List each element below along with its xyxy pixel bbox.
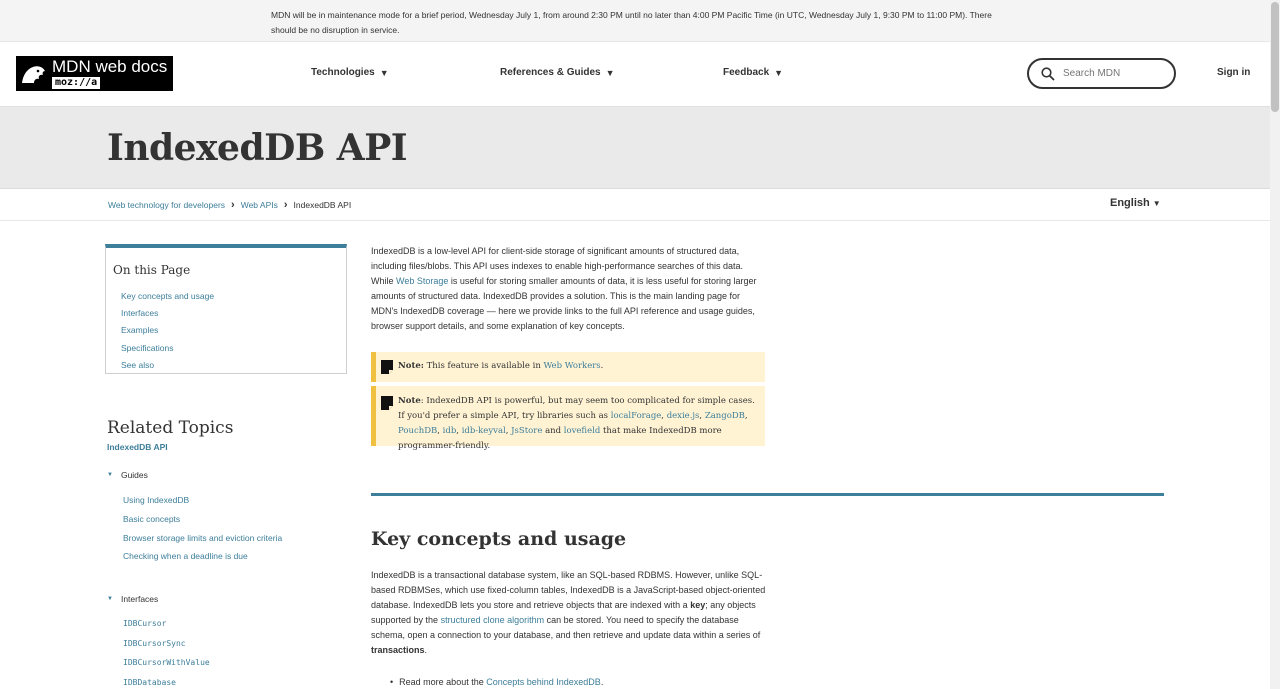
kc-text-part: IndexedDB is a transactional database system, like an SQL-based RDBMS. However, unlike SQL-based RDBMSes, which use fixed-column tables, IndexedDB is a JavaScript-based object-oriented database. IndexedDB lets you store and retrieve objects that are indexed with a	[371, 570, 766, 610]
toc-list	[121, 288, 214, 374]
guide-link[interactable]: Checking when a deadline is due	[123, 551, 248, 561]
kc-bold: transactions	[371, 645, 425, 655]
page-scrollbar[interactable]	[1270, 0, 1280, 689]
kc-text-part: .	[424, 645, 428, 655]
related-api-link[interactable]: IndexedDB API	[107, 442, 168, 452]
related-topics-heading: Related Topics	[107, 418, 234, 438]
interfaces-label: Interfaces	[120, 594, 159, 604]
toc-link-examples[interactable]: Examples	[121, 325, 159, 336]
intro-text-part: is useful for storing smaller amounts of data, it is less useful for storing larger amounts of structured data. IndexedDB provides a solution. This is the main landing page for MDN's IndexedDB coverage — here we provide links to the full API reference and usage guides, browser support details, and some explanation of key concepts.	[371, 276, 757, 331]
site-header	[0, 42, 1270, 107]
intro-paragraph	[371, 244, 766, 334]
nav-technologies-label: Technologies	[311, 67, 375, 78]
breadcrumb-bar	[0, 189, 1270, 221]
note-web-workers	[371, 352, 765, 382]
interfaces-toggle[interactable]	[107, 594, 158, 604]
search-box[interactable]	[1027, 58, 1176, 89]
caret-down-icon: ▼	[1152, 199, 1161, 208]
library-link[interactable]: idb-keyval	[461, 426, 506, 436]
breadcrumb-current: IndexedDB API	[293, 200, 352, 210]
guides-toggle[interactable]	[107, 470, 148, 480]
toc-item	[121, 357, 214, 374]
breadcrumb	[108, 199, 351, 211]
caret-down-icon: ▼	[605, 67, 615, 78]
bullet-icon: •	[390, 677, 394, 687]
library-link[interactable]: lovefield	[563, 426, 601, 436]
page-title: IndexedDB API	[107, 127, 408, 169]
intro-text-part: IndexedDB is a low-level API for client-side storage of significant amounts of structured data, including files/blobs. This API uses indexes to enable high-performance searches of this data. While	[371, 246, 744, 286]
note-text-part: that make IndexedDB more programmer-friendly.	[398, 426, 722, 451]
guide-link[interactable]: Basic concepts	[123, 514, 181, 524]
caret-down-icon: ▼	[774, 67, 784, 78]
structured-clone-link[interactable]: structured clone algorithm	[440, 615, 545, 625]
toc-item	[121, 322, 214, 339]
interface-link[interactable]: IDBCursorWithValue	[123, 658, 210, 667]
key-concepts-paragraph	[371, 568, 771, 658]
note-text-part: : IndexedDB API is powerful, but may seem too complicated for simple cases. If you'd prefer a simple API, try libraries such as	[398, 396, 755, 421]
on-this-page-box	[105, 244, 347, 374]
toc-link-specifications[interactable]: Specifications	[121, 342, 174, 353]
note-icon	[381, 360, 393, 379]
interface-link[interactable]: IDBCursorSync	[123, 639, 186, 648]
note-label: Note	[398, 396, 421, 406]
bullet-text-part: .	[600, 677, 604, 687]
bullet-text-part: Read more about the	[399, 677, 487, 687]
toc-link-see-also[interactable]: See also	[121, 359, 155, 370]
maintenance-banner	[0, 0, 1270, 42]
toc-heading: On this Page	[113, 263, 191, 277]
banner-text: MDN will be in maintenance mode for a brief period, Wednesday July 1, from around 2:30 PM until no later than 4:00 PM Pacific Time (in UTC, Wednesday July 1, 9:30 PM to 11:00 PM). There should be no disruption in service.	[271, 10, 992, 35]
nav-feedback-label: Feedback	[723, 67, 770, 78]
breadcrumb-web-technology[interactable]: Web technology for developers	[108, 200, 226, 210]
search-icon[interactable]	[1033, 67, 1063, 81]
library-link[interactable]: PouchDB	[398, 426, 438, 436]
language-label: English	[1110, 197, 1150, 209]
library-link[interactable]: ZangoDB	[704, 411, 745, 421]
key-concepts-heading: Key concepts and usage	[371, 528, 627, 550]
key-concepts-text	[371, 568, 771, 658]
triangle-down-icon: ▼	[107, 596, 113, 602]
logo-text: MDN web docs	[52, 57, 168, 76]
web-storage-link[interactable]: Web Storage	[396, 276, 449, 286]
bullet-text	[399, 677, 603, 687]
kc-text-part: can be stored. You need to specify the database schema, open a connection to your database, and then retrieve and update data within a series of	[371, 615, 761, 640]
title-bar	[0, 107, 1270, 189]
interface-link[interactable]: IDBDatabase	[123, 678, 176, 687]
chevron-right-icon: ›	[283, 199, 288, 211]
library-link[interactable]: dexie.js	[666, 411, 700, 421]
nav-references-guides[interactable]	[500, 67, 615, 78]
toc-link-key-concepts[interactable]: Key concepts and usage	[121, 291, 215, 301]
interface-link[interactable]: IDBCursor	[123, 619, 167, 628]
note-libraries	[371, 386, 765, 451]
intro-text	[371, 244, 766, 334]
note-text-part: .	[600, 361, 604, 371]
guides-label: Guides	[120, 470, 148, 480]
library-link[interactable]: localForage	[610, 411, 662, 421]
mdn-logo[interactable]	[16, 56, 173, 91]
toc-link-interfaces[interactable]: Interfaces	[121, 308, 159, 319]
toc-item	[121, 288, 214, 305]
note-text	[398, 359, 757, 374]
toc-item	[121, 340, 214, 357]
related-topics	[107, 418, 233, 452]
scrollbar-thumb[interactable]	[1271, 2, 1279, 112]
kc-text-part: ; any objects supported by the	[371, 600, 756, 625]
concepts-behind-link[interactable]: Concepts behind IndexedDB	[486, 677, 601, 687]
mozilla-wordmark: moz://a	[52, 77, 100, 89]
nav-feedback[interactable]	[723, 67, 783, 78]
note-text-part: This feature is available in	[423, 361, 544, 371]
nav-references-label: References & Guides	[500, 67, 601, 78]
kc-bold: key	[690, 600, 706, 610]
library-link[interactable]: idb	[442, 426, 457, 436]
guide-link[interactable]: Browser storage limits and eviction criteria	[123, 533, 283, 543]
toc-item	[121, 305, 214, 322]
guide-link[interactable]: Using IndexedDB	[123, 495, 190, 505]
library-link[interactable]: JsStore	[511, 426, 543, 436]
chevron-right-icon: ›	[231, 199, 235, 211]
language-selector[interactable]	[1110, 197, 1161, 209]
web-workers-link[interactable]: Web Workers	[543, 361, 601, 371]
list-item	[390, 677, 603, 687]
section-divider	[371, 493, 1164, 496]
breadcrumb-web-apis[interactable]: Web APIs	[240, 200, 278, 210]
nav-technologies[interactable]	[311, 67, 389, 78]
search-input[interactable]	[1063, 68, 1163, 79]
note-text: Note: IndexedDB API is powerful, but may seem too complicated for simple cases. If you'd prefer a simple API, try libraries such as localForage, dexie.js, ZangoDB, PouchDB, idb, idb-keyval, JsStore and lovefield that make IndexedDB more programmer-friendly.	[398, 396, 755, 451]
dinosaur-icon	[16, 56, 50, 91]
sign-in-link[interactable]: Sign in	[1217, 67, 1251, 78]
note-label: Note:	[398, 361, 424, 371]
triangle-down-icon: ▼	[107, 472, 113, 478]
note-icon	[381, 396, 393, 415]
caret-down-icon: ▼	[379, 67, 389, 78]
